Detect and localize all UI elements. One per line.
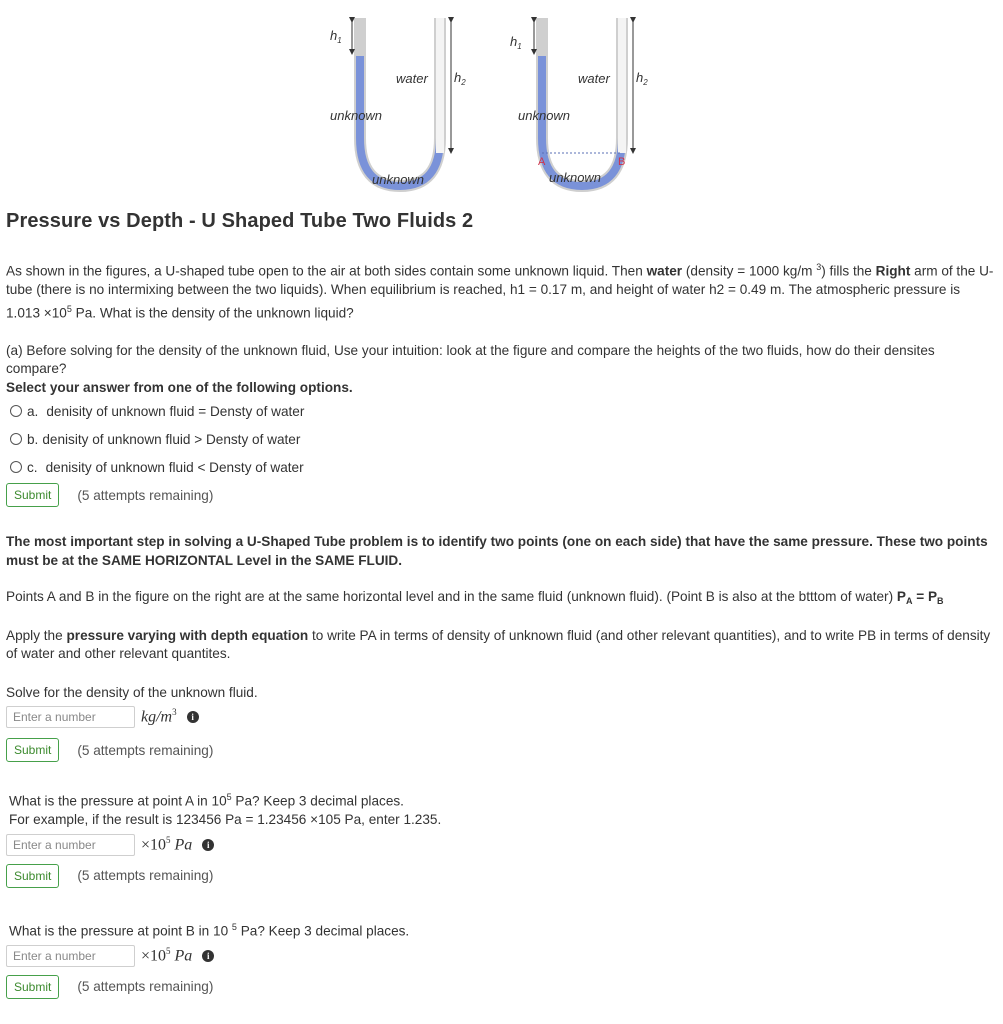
unknown-bottom-label: unknown xyxy=(372,172,425,187)
water-label: water xyxy=(396,71,428,86)
option-b[interactable]: b. denisity of unknown fluid > Densty of water xyxy=(6,425,996,453)
h2-label: $h_2$ xyxy=(454,70,466,87)
problem-statement: As shown in the figures, a U-shaped tube open to the air at both sides contain some unknown liquid. Then water (density = 1000 kg/m $^3$) fills the Right arm of the U-tube (there is no intermixing between the two liquids). When equilibrium is reached, h1 = 0.17 m, and height of water h2 = 0.49 m. The atmospheric pressure is $1.013 \times 10^5$ Pa. What is the density of the unknown liquid? xyxy=(6,262,994,321)
pressure-b-prompt: What is the pressure at point B in 10 $^5$ Pa? Keep 3 decimal places. xyxy=(9,921,410,939)
option-a[interactable]: a. denisity of unknown fluid = Densty of water xyxy=(6,397,996,425)
u-tube-figure-right xyxy=(502,8,662,198)
part-a-question: (a) Before solving for the density of the unknown fluid, Use your intuition: look at the figure and compare the heights of the two fluids, how do their densites compare? xyxy=(6,342,935,377)
point-a-label: A xyxy=(538,156,546,168)
problem-content xyxy=(6,210,996,999)
submit-button-pressure-b[interactable]: Submit xyxy=(6,975,59,999)
unknown-arm-label: unknown xyxy=(330,108,383,123)
density-prompt: Solve for the density of the unknown fluid. xyxy=(6,684,258,700)
unit-1e5-pa: $\times 10^5$ Pa xyxy=(141,834,193,854)
tube-outline xyxy=(360,18,440,186)
point-b-label: B xyxy=(618,156,626,168)
radio-option-c[interactable] xyxy=(10,461,22,473)
info-icon[interactable]: i xyxy=(202,950,214,962)
question-pressure-a xyxy=(6,788,996,888)
points-statement: Points A and B in the figure on the right are at the same horizontal level and in the same fluid (unknown fluid). (Point B is also at the btttom of water) $P_A = P_B$ xyxy=(6,589,944,607)
key-step-note: The most important step in solving a U-Shaped Tube problem is to identify two points (one on each side) that have the same pressure. These two points must be at the SAME HORIZONTAL Level in the SAME FLUID. xyxy=(6,534,988,568)
h1-label: $h_1$ xyxy=(510,34,522,51)
question-density xyxy=(6,684,996,763)
option-c[interactable]: c. denisity of unknown fluid < Densty of water xyxy=(6,453,996,481)
unknown-arm-label: unknown xyxy=(518,108,571,123)
unit-1e5-pa: $\times 10^5$ Pa xyxy=(141,945,193,965)
attempts-remaining: (5 attempts remaining) xyxy=(77,742,214,758)
water-label: water xyxy=(578,71,610,86)
attempts-remaining: (5 attempts remaining) xyxy=(77,487,214,503)
attempts-remaining: (5 attempts remaining) xyxy=(77,979,214,995)
apply-statement: Apply the pressure varying with depth equation to write PA in terms of density of unknown fluid (and other relevant quantities), and to write PB in terms of density of water and other relevant quantites. xyxy=(6,627,991,662)
pressure-a-prompt: What is the pressure at point A in $10^5$ Pa? Keep 3 decimal places. xyxy=(9,792,404,809)
h1-label: $h_1$ xyxy=(330,28,342,45)
part-a xyxy=(6,342,996,508)
pressure-b-input[interactable] xyxy=(6,945,135,967)
submit-button-density[interactable]: Submit xyxy=(6,738,59,762)
info-icon[interactable]: i xyxy=(187,711,199,723)
u-tube-figure-left xyxy=(318,8,478,198)
radio-option-a[interactable] xyxy=(10,405,22,417)
tube-outline xyxy=(542,18,622,186)
unknown-bottom-label: unknown xyxy=(549,170,602,185)
select-prompt: Select your answer from one of the following options. xyxy=(6,379,353,395)
density-input[interactable] xyxy=(6,706,135,728)
pressure-a-input[interactable] xyxy=(6,834,135,856)
pressure-a-example: For example, if the result is 123456 Pa = 1.23456 ×105 Pa, enter 1.235. xyxy=(9,812,442,828)
unit-kg-m3: $kg/m^3$ xyxy=(141,707,177,726)
submit-button-part-a[interactable]: Submit xyxy=(6,483,59,507)
attempts-remaining: (5 attempts remaining) xyxy=(77,868,214,884)
radio-option-b[interactable] xyxy=(10,433,22,445)
question-pressure-b xyxy=(6,918,996,999)
page-title: Pressure vs Depth - U Shaped Tube Two Fluids 2 xyxy=(6,210,474,232)
submit-button-pressure-a[interactable]: Submit xyxy=(6,864,59,888)
h2-label: $h_2$ xyxy=(636,70,648,87)
info-icon[interactable]: i xyxy=(202,839,214,851)
